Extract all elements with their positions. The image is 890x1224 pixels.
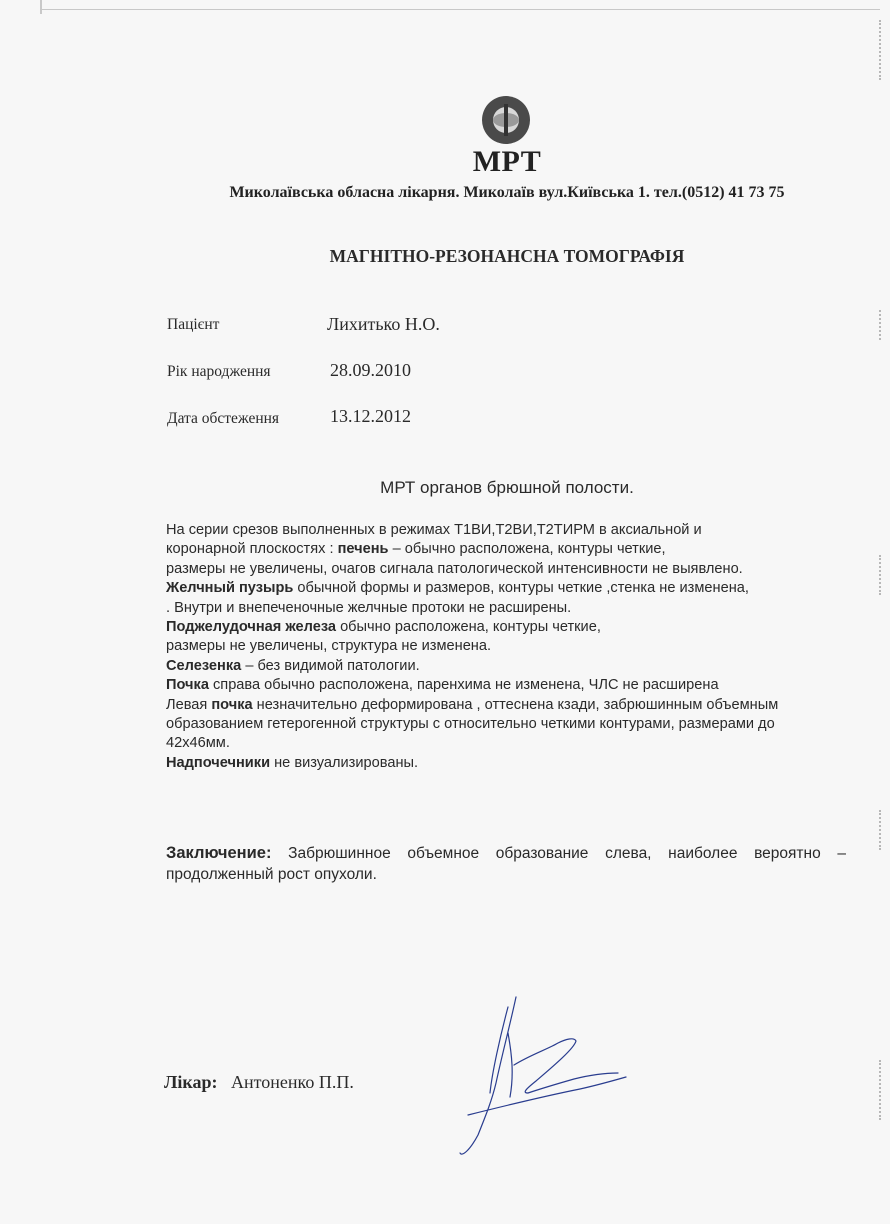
findings-line (166, 715, 856, 734)
exam-date: 13.12.2012 (330, 406, 411, 426)
findings-line (166, 560, 856, 579)
findings-line (166, 676, 856, 695)
birth-year-label: Рік народження (167, 363, 271, 380)
scan-edge-marks (879, 1060, 884, 1120)
findings-segment: незначительно деформирована , оттеснена кзади, забрюшинным объемным (252, 696, 779, 713)
findings-segment: коронарной плоскостях : (166, 541, 338, 558)
findings-segment: образованием гетерогенной структуры с относительно четкими контурами, размерами до (166, 716, 775, 733)
findings-segment: Левая (166, 696, 212, 713)
scan-edge-marks (879, 810, 884, 850)
findings-line (166, 637, 856, 656)
study-title: МРТ органов брюшной полости. (380, 478, 634, 497)
findings-line (166, 540, 856, 559)
organ-term: почка (211, 696, 253, 713)
findings-segment: обычно расположена, контуры четкие, (336, 619, 601, 636)
findings-segment: 42х46мм. (166, 735, 230, 752)
doctor-label: Лікар: (164, 1072, 218, 1092)
scan-edge-marks (879, 310, 884, 340)
findings-segment: обычной формы и размеров, контуры четкие ,стенка не изменена, (293, 580, 749, 597)
findings-segment: размеры не увеличены, очагов сигнала патологической интенсивности не выявлено. (166, 560, 743, 577)
organ-term: Поджелудочная железа (166, 619, 337, 636)
findings-line (166, 657, 856, 676)
findings-line (166, 521, 856, 540)
scan-edge-marks (879, 555, 884, 595)
doctor-line (164, 1072, 354, 1093)
logo-title: МРТ (472, 145, 542, 178)
organ-term: Надпочечники (166, 754, 271, 771)
conclusion (166, 843, 846, 885)
findings-line (166, 599, 856, 618)
findings-line (166, 618, 856, 637)
findings-segment: не визуализированы. (270, 754, 419, 771)
organ-term: Селезенка (166, 657, 242, 674)
scan-edge-marks (879, 20, 884, 80)
organ-term: печень (337, 541, 389, 558)
findings-segment: размеры не увеличены, структура не изменена. (166, 638, 492, 655)
organ-term: Почка (166, 677, 209, 694)
scan-corner-mark (40, 0, 42, 14)
document-title: МАГНІТНО-РЕЗОНАНСНА ТОМОГРАФІЯ (329, 246, 685, 266)
findings-line (166, 754, 856, 773)
mrt-logo-icon (480, 94, 532, 146)
findings-line (166, 696, 856, 715)
findings-text (166, 521, 856, 773)
doctor-signature (440, 985, 640, 1155)
findings-segment: . Внутри и внепеченочные желчные протоки не расширены. (166, 599, 572, 616)
findings-segment: – обычно расположена, контуры четкие, (388, 541, 666, 558)
findings-segment: справа обычно расположена, паренхима не изменена, ЧЛС не расширена (208, 677, 719, 694)
scan-top-edge (40, 9, 880, 10)
findings-line (166, 734, 856, 753)
patient-label: Пацієнт (167, 316, 220, 333)
doctor-name: Антоненко П.П. (231, 1072, 354, 1092)
conclusion-text: Забрюшинное объемное образование слева, наиболее вероятно – продолженный рост опухоли. (166, 845, 846, 883)
findings-segment: На серии срезов выполненных в режимах Т1ВИ,Т2ВИ,Т2ТИРМ в аксиальной и (166, 522, 702, 538)
organ-term: Желчный пузырь (166, 580, 294, 597)
exam-date-label: Дата обстеження (167, 410, 280, 427)
birth-date: 28.09.2010 (330, 360, 411, 380)
findings-segment: – без видимой патологии. (241, 657, 420, 674)
patient-name: Лихитько Н.О. (327, 314, 440, 334)
conclusion-label: Заключение: (166, 844, 272, 862)
hospital-address: Миколаївська обласна лікарня. Миколаїв вул.Київська 1. тел.(0512) 41 73 75 (229, 184, 785, 201)
findings-line (166, 579, 856, 598)
